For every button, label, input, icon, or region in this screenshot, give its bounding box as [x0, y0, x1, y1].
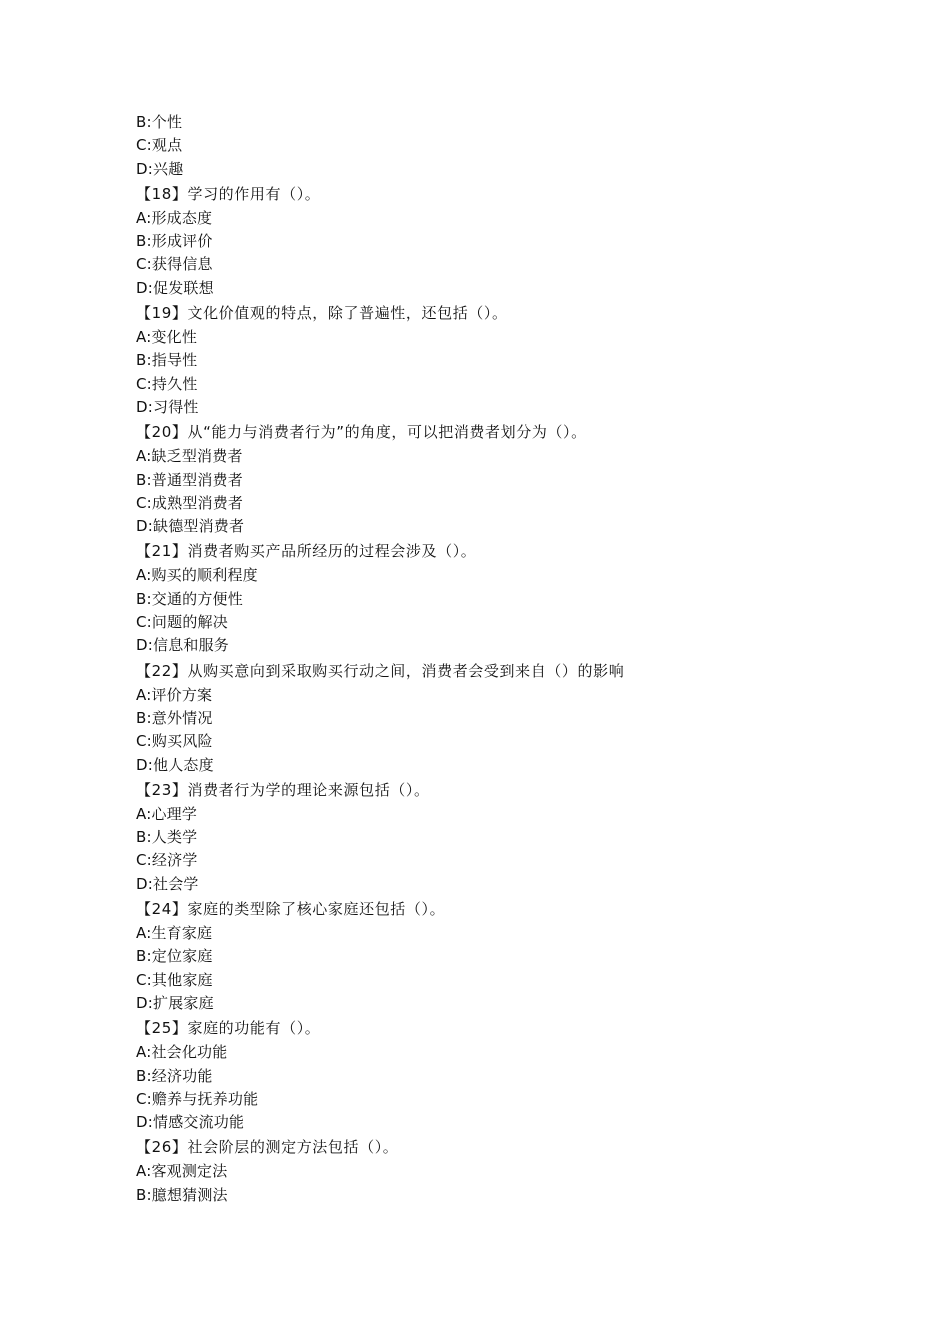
question-text: 【23】消费者行为学的理论来源包括（）。	[136, 780, 430, 799]
option-text: C:其他家庭	[136, 970, 213, 989]
option-text: A:客观测定法	[136, 1162, 228, 1181]
question-text: 【26】社会阶层的测定方法包括（）。	[136, 1138, 399, 1157]
option-text: A:社会化功能	[136, 1043, 228, 1062]
question-text: 【24】家庭的类型除了核心家庭还包括（）。	[136, 900, 446, 919]
option-text: A:变化性	[136, 328, 198, 347]
option-text: B:人类学	[136, 828, 198, 847]
option-text: D:社会学	[136, 874, 199, 893]
option-text: A:评价方案	[136, 685, 213, 704]
option-text: A:心理学	[136, 804, 198, 823]
option-text: B:交通的方便性	[136, 589, 243, 608]
question-text: 【20】从“能力与消费者行为”的角度，可以把消费者划分为（）。	[136, 423, 587, 442]
option-text: D:情感交流功能	[136, 1113, 245, 1132]
question-text: 【18】学习的作用有（）。	[136, 184, 321, 203]
option-text: A:缺乏型消费者	[136, 447, 243, 466]
option-text: B:经济功能	[136, 1066, 213, 1085]
option-text: D:缺德型消费者	[136, 517, 245, 536]
option-text: A:购买的顺利程度	[136, 566, 258, 585]
option-text: B:个性	[136, 113, 183, 131]
option-text: D:扩展家庭	[136, 993, 214, 1012]
option-text: D:信息和服务	[136, 636, 230, 655]
option-text: A:形成态度	[136, 208, 213, 227]
option-text: C:成熟型消费者	[136, 493, 244, 512]
option-text: C:观点	[136, 136, 183, 155]
option-text: B:普通型消费者	[136, 470, 243, 489]
question-text: 【21】消费者购买产品所经历的过程会涉及（）。	[136, 542, 477, 561]
option-text: C:获得信息	[136, 255, 213, 274]
option-text: B:指导性	[136, 351, 198, 370]
document-body	[136, 111, 836, 1207]
option-text: C:购买风险	[136, 732, 213, 751]
option-text: C:持久性	[136, 374, 198, 393]
option-text: C:问题的解决	[136, 613, 228, 632]
option-text: D:他人态度	[136, 755, 214, 774]
option-text: D:兴趣	[136, 159, 184, 178]
option-text: A:生育家庭	[136, 924, 213, 943]
option-text: B:形成评价	[136, 232, 213, 251]
option-text: C:赡养与抚养功能	[136, 1089, 259, 1108]
option-text: C:经济学	[136, 851, 198, 870]
question-text: 【19】文化价值观的特点，除了普遍性，还包括（）。	[136, 304, 508, 323]
option-text: B:意外情况	[136, 708, 213, 727]
option-text: D:促发联想	[136, 278, 214, 297]
question-text: 【25】家庭的功能有（）。	[136, 1019, 321, 1038]
option-text: B:臆想猜测法	[136, 1185, 228, 1204]
option-text: B:定位家庭	[136, 947, 213, 966]
option-text: D:习得性	[136, 397, 199, 416]
question-text: 【22】从购买意向到采取购买行动之间，消费者会受到来自（）的影响	[136, 661, 625, 680]
